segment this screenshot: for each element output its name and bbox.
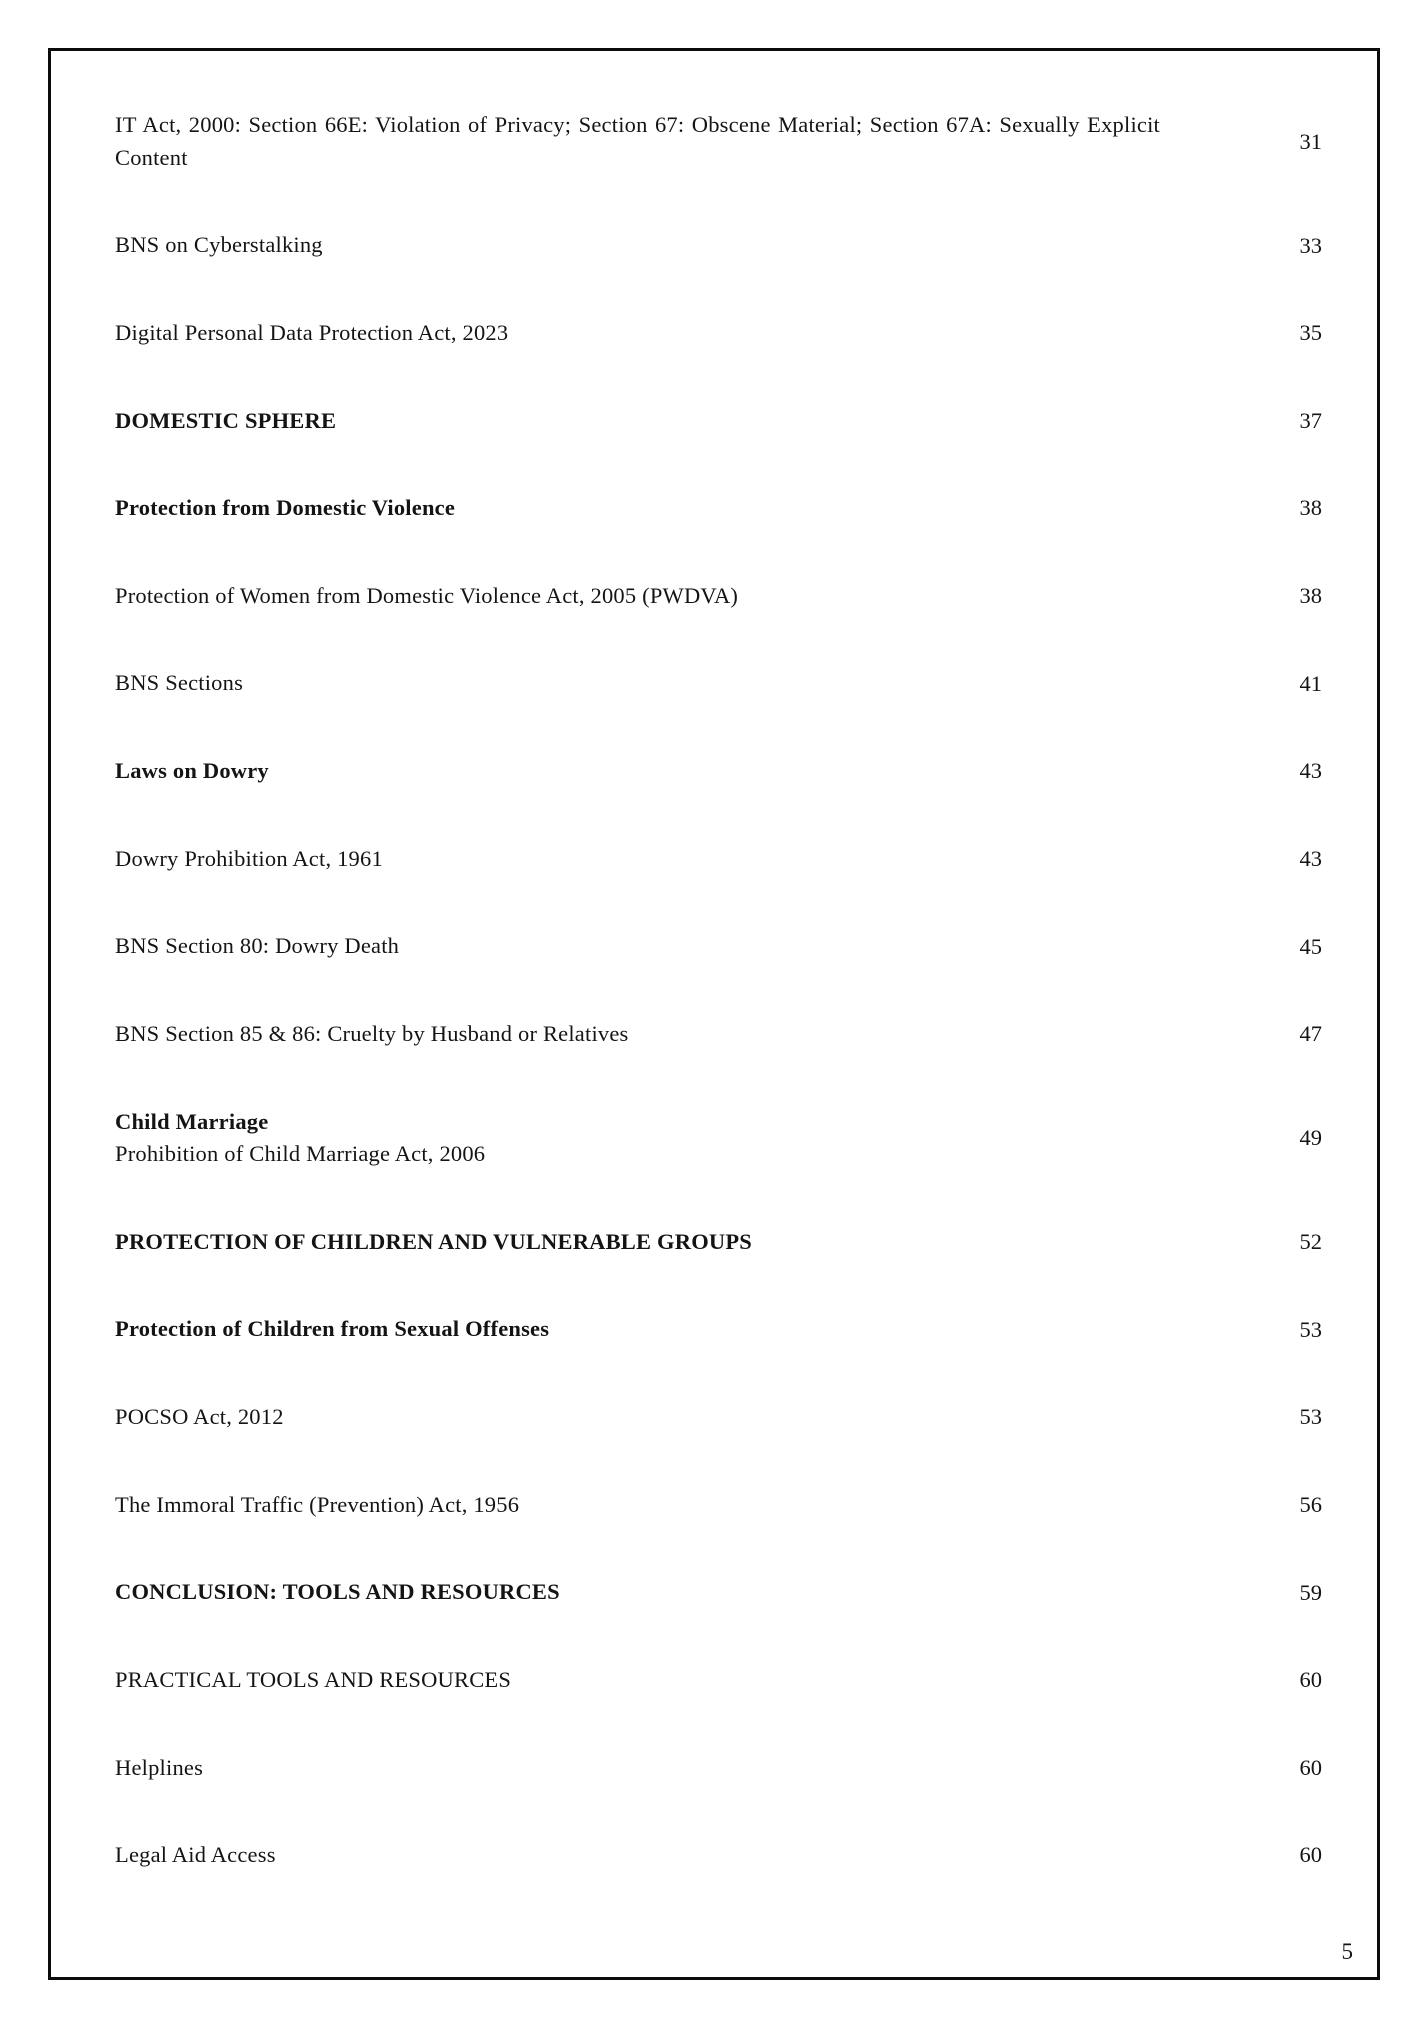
toc-entry-line: POCSO Act, 2012 [115, 1404, 284, 1429]
toc-entry-title [115, 580, 1160, 613]
toc-entry-title [115, 1752, 1160, 1785]
page-number: 5 [1341, 1939, 1353, 1964]
toc-entry-line: BNS Sections [115, 670, 244, 696]
toc-entry-page-number: 53 [1299, 1404, 1322, 1430]
toc-entry-line: Protection of Women from Domestic Violence Act, 2005 (PWDVA) [115, 582, 739, 608]
toc-entry [115, 317, 1322, 350]
toc-entry [115, 229, 1322, 262]
toc-entry [115, 930, 1322, 963]
toc-entry [115, 755, 1322, 788]
toc-entry-title [115, 1401, 1160, 1434]
toc-entry-title [115, 1576, 1160, 1609]
toc-entry-title [115, 1839, 1160, 1872]
toc-entry-page-number: 38 [1299, 495, 1322, 521]
toc-entry-line: Child Marriage [115, 1108, 269, 1134]
toc-entry-line: IT Act, 2000: Section 66E: Violation of Privacy; Section 67: Obscene Material; Section 67A: Sexually Explicit Content [115, 112, 1160, 170]
toc-entry-page-number: 52 [1299, 1229, 1322, 1255]
toc-entry [115, 109, 1322, 174]
toc-entry-title [115, 755, 1160, 788]
toc-entry [115, 580, 1322, 613]
toc-entry [115, 667, 1322, 700]
toc-entry-page-number: 49 [1299, 1125, 1322, 1151]
toc-entry [115, 1226, 1322, 1259]
toc-entry-line: Prohibition of Child Marriage Act, 2006 [115, 1141, 486, 1167]
toc-entry-title [115, 667, 1160, 700]
toc-entry [115, 1106, 1322, 1171]
toc-entry-title [115, 1664, 1160, 1697]
toc-entry-line: Helplines [115, 1754, 204, 1780]
toc-entry-page-number: 38 [1299, 583, 1322, 609]
toc-entry [115, 843, 1322, 876]
toc-entry-line: Digital Personal Data Protection Act, 2023 [115, 319, 509, 345]
toc-entry-line: DOMESTIC SPHERE [115, 407, 337, 433]
toc-entry-page-number: 60 [1299, 1754, 1322, 1780]
toc-entry-page-number: 37 [1299, 407, 1322, 433]
toc-entry-title [115, 1226, 1160, 1259]
toc-entry-title [115, 1489, 1160, 1522]
toc-entry [115, 1576, 1322, 1609]
toc-entry-page-number: 59 [1299, 1579, 1322, 1605]
toc-entry-page-number: 53 [1299, 1316, 1322, 1342]
toc-entry-page-number: 31 [1299, 128, 1322, 154]
toc-entry-title [115, 317, 1160, 350]
toc-entry-page-number: 43 [1299, 845, 1322, 871]
table-of-contents [115, 109, 1322, 1872]
toc-entry-title [115, 229, 1160, 262]
toc-entry [115, 1018, 1322, 1051]
toc-entry [115, 1839, 1322, 1872]
toc-entry-page-number: 45 [1299, 933, 1322, 959]
toc-entry-line: PROTECTION OF CHILDREN AND VULNERABLE GROUPS [115, 1228, 753, 1254]
toc-entry-title [115, 405, 1160, 438]
toc-entry-page-number: 43 [1299, 758, 1322, 784]
toc-entry-page-number: 33 [1299, 232, 1322, 258]
toc-entry-line: Laws on Dowry [115, 758, 269, 783]
toc-entry-title [115, 109, 1160, 174]
toc-entry-line: BNS Section 80: Dowry Death [115, 933, 400, 959]
toc-entry-title [115, 1313, 1160, 1346]
toc-entry-line: CONCLUSION: TOOLS AND RESOURCES [115, 1579, 560, 1605]
toc-entry-page-number: 56 [1299, 1491, 1322, 1517]
toc-entry-line: BNS Section 85 & 86: Cruelty by Husband or Relatives [115, 1020, 629, 1046]
toc-entry [115, 1752, 1322, 1785]
toc-entry-page-number: 35 [1299, 320, 1322, 346]
toc-entry-line: Dowry Prohibition Act, 1961 [115, 845, 383, 871]
toc-entry-line: BNS on Cyberstalking [115, 232, 323, 258]
toc-entry [115, 1664, 1322, 1697]
toc-entry-title [115, 930, 1160, 963]
toc-entry-page-number: 47 [1299, 1021, 1322, 1047]
toc-entry [115, 492, 1322, 525]
toc-entry-title [115, 1106, 1160, 1171]
toc-entry-line: Protection of Children from Sexual Offenses [115, 1316, 550, 1342]
toc-entry-line: PRACTICAL TOOLS AND RESOURCES [115, 1666, 512, 1692]
toc-entry-line: Protection from Domestic Violence [115, 495, 456, 521]
toc-entry-page-number: 60 [1299, 1842, 1322, 1868]
toc-entry-line: The Immoral Traffic (Prevention) Act, 1956 [115, 1491, 520, 1517]
toc-entry-title [115, 843, 1160, 876]
toc-entry-page-number: 60 [1299, 1667, 1322, 1693]
toc-entry-title [115, 1018, 1160, 1051]
page-border-frame [48, 48, 1380, 1980]
toc-entry-page-number: 41 [1299, 670, 1322, 696]
toc-entry [115, 405, 1322, 438]
toc-entry-title [115, 492, 1160, 525]
toc-entry [115, 1401, 1322, 1434]
toc-entry-line: Legal Aid Access [115, 1842, 276, 1868]
toc-entry [115, 1489, 1322, 1522]
toc-entry [115, 1313, 1322, 1346]
